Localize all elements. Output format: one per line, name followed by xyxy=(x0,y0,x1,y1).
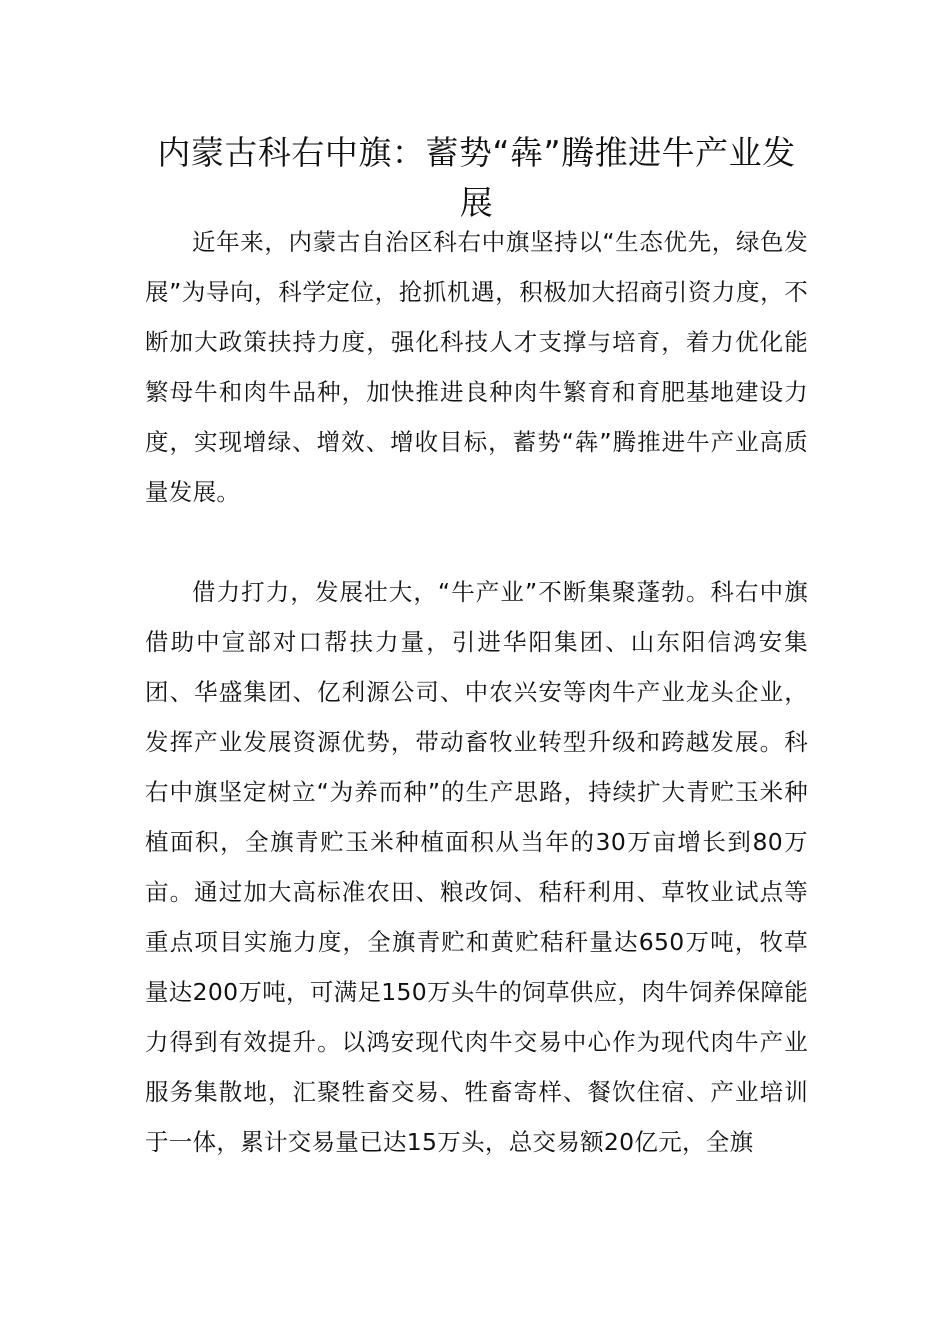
document-page xyxy=(145,128,808,1167)
paragraph-industry-development: 借力打力，发展壮大，“牛产业”不断集聚蓬勃。科右中旗借助中宣部对口帮扶力量，引进华阳集团、山东阳信鸿安集团、华盛集团、亿利源公司、中农兴安等肉牛产业龙头企业，发挥产业发展资源优势，带动畜牧业转型升级和跨越发展。科右中旗坚定树立“为养而种”的生产思路，持续扩大青贮玉米种植面积，全旗青贮玉米种植面积从当年的30万亩增长到80万亩。通过加大高标准农田、粮改饲、秸秆利用、草牧业试点等重点项目实施力度，全旗青贮和黄贮秸秆量达650万吨，牧草量达200万吨，可满足150万头牛的饲草供应，肉牛饲养保障能力得到有效提升。以鸿安现代肉牛交易中心作为现代肉牛产业服务集散地，汇聚牲畜交易、牲畜寄样、餐饮住宿、产业培训于一体，累计交易量已达15万头，总交易额20亿元，全旗 xyxy=(145,578,808,1156)
document-title: 内蒙古科右中旗：蓄势“犇”腾推进牛产业发展 xyxy=(157,133,796,222)
paragraph-intro: 近年来，内蒙古自治区科右中旗坚持以“生态优先，绿色发展”为导向，科学定位，抢抓机遇，积极加大招商引资力度，不断加大政策扶持力度，强化科技人才支撑与培育，着力优化能繁母牛和肉牛品种，加快推进良种肉牛繁育和育肥基地建设力度，实现增绿、增效、增收目标，蓄势“犇”腾推进牛产业高质量发展。 xyxy=(145,228,808,506)
